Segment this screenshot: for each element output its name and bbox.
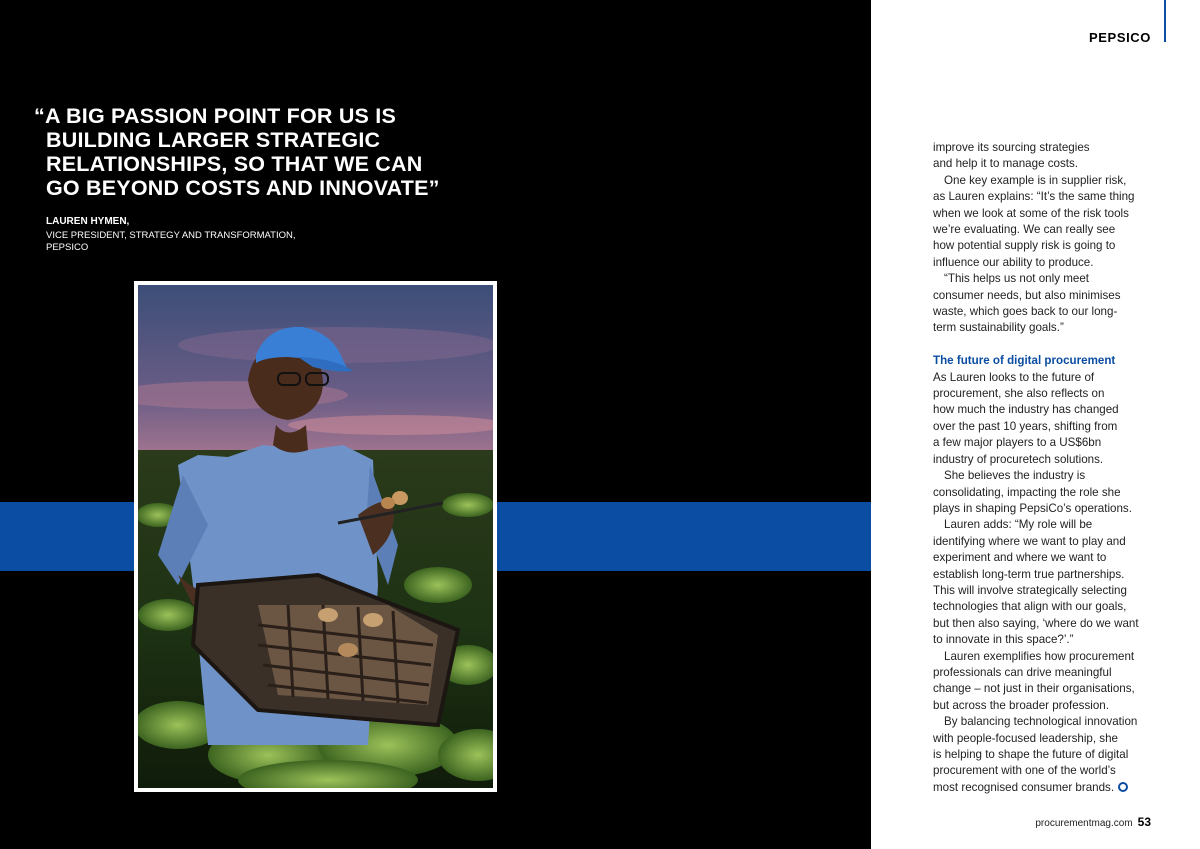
page-footer xyxy=(1035,815,1151,829)
text-line: plays in shaping PepsiCo’s operations. xyxy=(933,501,1132,515)
text-line: and help it to manage costs. xyxy=(933,157,1079,171)
header-rule xyxy=(1164,0,1166,42)
text-line: over the past 10 years, shifting from xyxy=(933,419,1118,433)
quote-line: “A BIG PASSION POINT FOR US IS xyxy=(34,104,396,128)
text-line: consumer needs, but also minimises xyxy=(933,288,1121,302)
section-brand: PEPSICO xyxy=(1089,30,1151,45)
text-line: most recognised consumer brands. xyxy=(933,780,1115,794)
text-line: waste, which goes back to our long- xyxy=(933,305,1118,319)
text-line: Lauren adds: “My role will be xyxy=(944,518,1093,532)
text-line: Lauren exemplifies how procurement xyxy=(944,649,1135,663)
article-body xyxy=(933,140,1173,796)
text-line: improve its sourcing strategies xyxy=(933,141,1090,154)
text-line: to innovate in this space?’.” xyxy=(933,633,1074,647)
end-of-article-circle-icon xyxy=(1118,782,1128,792)
text-line: establish long-term true partnerships. xyxy=(933,567,1125,581)
text-line: One key example is in supplier risk, xyxy=(944,173,1127,187)
text-line: how potential supply risk is going to xyxy=(933,239,1116,253)
final-line xyxy=(933,780,1173,796)
photo-frame xyxy=(134,281,497,792)
text-line: as Lauren explains: “It’s the same thing xyxy=(933,190,1135,204)
text-line: consolidating, impacting the role she xyxy=(933,485,1121,499)
page-number: 53 xyxy=(1137,815,1151,829)
text-line: professionals can drive meaningful xyxy=(933,665,1112,679)
text-line: influence our ability to produce. xyxy=(933,255,1094,269)
text-line: is helping to shape the future of digital xyxy=(933,748,1129,762)
pull-quote xyxy=(34,104,474,200)
quote-line: RELATIONSHIPS, SO THAT WE CAN xyxy=(46,152,423,176)
text-line: She believes the industry is xyxy=(944,469,1086,483)
text-line: a few major players to a US$6bn xyxy=(933,436,1102,450)
paragraph-gap xyxy=(933,337,1173,353)
text-line: As Lauren looks to the future of xyxy=(933,370,1095,384)
text-line: change – not just in their organisations, xyxy=(933,682,1135,696)
subheading: The future of digital procurement xyxy=(933,354,1116,368)
text-line: industry of procuretech solutions. xyxy=(933,452,1104,466)
text-line: This will involve strategically selecting xyxy=(933,583,1127,597)
attribution-company: PEPSICO xyxy=(46,242,89,253)
quote-line: GO BEYOND COSTS AND INNOVATE” xyxy=(46,176,440,200)
text-line: when we look at some of the risk tools xyxy=(933,206,1129,220)
text-line: identifying where we want to play and xyxy=(933,534,1126,548)
quote-line: BUILDING LARGER STRATEGIC xyxy=(46,128,381,152)
text-line: how much the industry has changed xyxy=(933,403,1119,417)
footer-site: procurementmag.com xyxy=(1035,818,1133,829)
text-line: but across the broader profession. xyxy=(933,698,1109,712)
text-line: procurement, she also reflects on xyxy=(933,387,1105,401)
text-line: procurement with one of the world’s xyxy=(933,764,1116,778)
text-line: By balancing technological innovation xyxy=(944,715,1138,729)
quote-attribution xyxy=(46,216,296,254)
text-line: we’re evaluating. We can really see xyxy=(933,223,1116,237)
text-line: but then also saying, ‘where do we want xyxy=(933,616,1139,630)
text-line: “This helps us not only meet xyxy=(944,272,1089,286)
farmer-photo xyxy=(138,285,493,788)
text-line: technologies that align with our goals, xyxy=(933,600,1127,614)
text-line: experiment and where we want to xyxy=(933,551,1107,565)
attribution-name: LAUREN HYMEN, xyxy=(46,216,130,227)
text-line: term sustainability goals.” xyxy=(933,321,1064,335)
text-line: with people-focused leadership, she xyxy=(933,731,1118,745)
attribution-title: VICE PRESIDENT, STRATEGY AND TRANSFORMATION, xyxy=(46,230,296,241)
